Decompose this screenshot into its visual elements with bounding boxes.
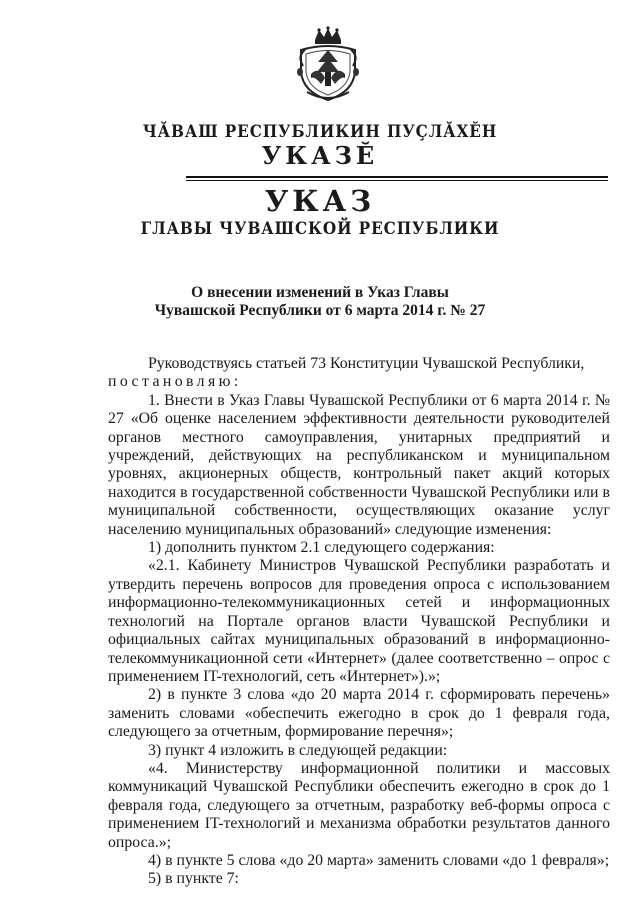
chuvash-header-title: ЧӐВАШ РЕСПУБЛИКИН ПУҪЛӐХӖН bbox=[142, 122, 498, 142]
subject-line-1: О внесении изменений в Указ Главы bbox=[191, 284, 449, 301]
subitem-3: 3) пункт 4 изложить в следующей редакции: bbox=[148, 741, 448, 759]
preamble-paragraph: Руководствуясь статьей 73 Конституции Чувашской Республики, bbox=[148, 355, 585, 372]
header-divider-thin bbox=[186, 180, 608, 181]
russian-header-subtitle: ГЛАВЫ ЧУВАШСКОЙ РЕСПУБЛИКИ bbox=[140, 219, 500, 239]
subitem-5: 5) в пункте 7: bbox=[148, 870, 239, 888]
quoted-paragraph-2-1: «2.1. Кабинету Министров Чувашской Республики разработать и утвердить перечень вопросов для проведения опроса с использованием информационно-телекоммуникационных сетей и информационных технологий на Портале органов власти Чувашской Республики и официальных сайтах муниципальных образований в информационно-телекоммуникационной сети «Интернет» (далее соответственно – опрос с применением IT-технологий, сеть «Интернет»).»; bbox=[108, 557, 610, 685]
subject-line-2: Чувашской Республики от 6 марта 2014 г. № 27 bbox=[154, 302, 486, 319]
decree-subject bbox=[0, 284, 640, 320]
subitem-2: 2) в пункте 3 слова «до 20 марта 2014 г. сформировать перечень» заменить словами «обеспечить ежегодно в срок до 1 февраля года, следующего за отчетным, формирование перечня»; bbox=[108, 686, 610, 741]
decree-body bbox=[108, 355, 610, 889]
postanovlyayu-word: постановляю: bbox=[108, 373, 242, 391]
quoted-paragraph-4: «4. Министерству информационной политики и массовых коммуникаций Чувашской Республики обеспечить ежегодно в срок до 1 февраля года, следующего за отчетным, разработку веб-формы опроса с применением IT-технологий и механизма обработки результатов данного опроса.»; bbox=[108, 759, 610, 851]
amendment-item-1: 1. Внести в Указ Главы Чувашской Республики от 6 марта 2014 г. № 27 «Об оценке населением эффективности деятельности руководителей органов местного самоуправления, унитарных предприятий и учреждений, действующих на республиканском и муниципальном уровнях, акционерных обществ, контрольный пакет акций которых находится в государственной собственности Чувашской Республики или в муниципальной собственности, осуществляющих оказание услуг населению муниципальных образований» следующие изменения: bbox=[108, 391, 610, 538]
coat-of-arms-emblem bbox=[293, 26, 363, 102]
postanovlyayu-line bbox=[108, 373, 610, 391]
header-divider-thick bbox=[186, 176, 608, 178]
chuvash-ukaz-word: УКАЗӖ bbox=[261, 141, 379, 170]
subitem-4: 4) в пункте 5 слова «до 20 марта» заменить словами «до 1 февраля»; bbox=[148, 851, 610, 869]
subitem-1: 1) дополнить пунктом 2.1 следующего содержания: bbox=[148, 539, 495, 557]
russian-ukaz-word: УКАЗ bbox=[264, 184, 376, 218]
